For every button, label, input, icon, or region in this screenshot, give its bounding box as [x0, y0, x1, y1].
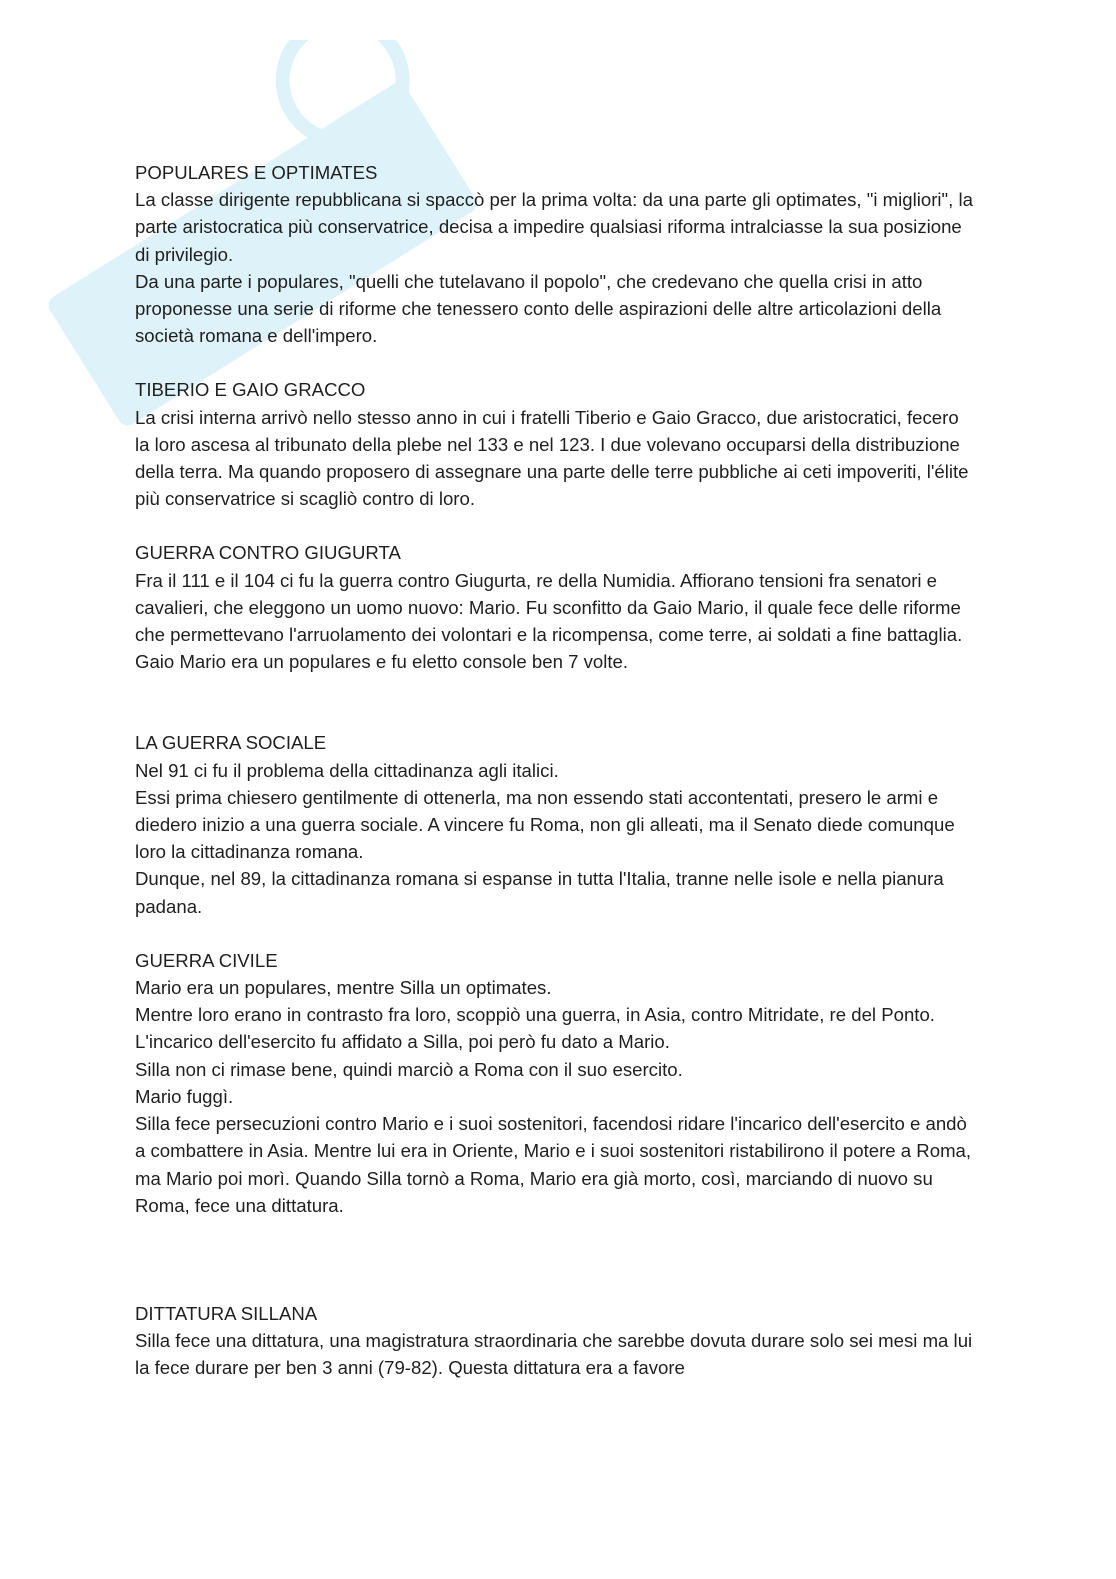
paragraph: Silla fece una dittatura, una magistratura straordinaria che sarebbe dovuta durare solo sei mesi ma lui la fece durare per ben 3 anni (79-82). Questa dittatura era a favore	[135, 1330, 973, 1379]
paragraph: L'incarico dell'esercito fu affidato a Silla, poi però fu dato a Mario.	[135, 1031, 670, 1053]
watermark-ring	[260, 40, 425, 163]
section-giugurta	[135, 539, 975, 675]
paragraph: La classe dirigente repubblicana si spaccò per la prima volta: da una parte gli optimates, "i migliori", la parte aristocratica più conservatrice, decisa a impedire qualsiasi riforma intralciasse la sua posizione di privilegio.	[135, 189, 973, 265]
paragraph: Da una parte i populares, "quelli che tutelavano il popolo", che credevano che quella crisi in atto proponesse una serie di riforme che tenessero conto delle aspirazioni delle altre articolazioni della società romana e dell'impero.	[135, 270, 942, 347]
paragraph: Nel 91 ci fu il problema della cittadinanza agli italici.	[135, 759, 559, 781]
paragraph: Mario era un populares, mentre Silla un optimates.	[135, 977, 552, 999]
section-heading: GUERRA CONTRO GIUGURTA	[135, 542, 401, 564]
section-guerra-civile	[135, 947, 975, 1219]
paragraph: Silla non ci rimase bene, quindi marciò a Roma con il suo esercito.	[135, 1058, 683, 1080]
section-guerra-sociale	[135, 729, 975, 919]
section-heading: POPULARES E OPTIMATES	[135, 162, 378, 183]
paragraph: Essi prima chiesero gentilmente di ottenerla, ma non essendo stati accontentati, presero le armi e diedero inizio a una guerra sociale. A vincere fu Roma, non gli alleati, ma il Senato diede comunque loro la cittadinanza romana.	[135, 786, 955, 863]
section-gracchi	[135, 376, 975, 512]
section-heading: LA GUERRA SOCIALE	[135, 732, 327, 754]
section-heading: GUERRA CIVILE	[135, 949, 278, 971]
section-populares-optimates	[135, 159, 975, 349]
paragraph: Mentre loro erano in contrasto fra loro, scoppiò una guerra, in Asia, contro Mitridate, re del Ponto.	[135, 1004, 935, 1026]
section-heading: TIBERIO E GAIO GRACCO	[135, 379, 366, 401]
section-heading: DITTATURA SILLANA	[135, 1302, 318, 1324]
document-page	[135, 159, 975, 1382]
paragraph: Silla fece persecuzioni contro Mario e i suoi sostenitori, facendosi ridare l'incarico dell'esercito e andò a combattere in Asia. Mentre lui era in Oriente, Mario e i suoi sostenitori ristabilirono il potere a Roma, ma Mario poi morì. Quando Silla tornò a Roma, Mario era già morto, così, marciando di nuovo su Roma, fece una dittatura.	[135, 1113, 972, 1216]
section-dittatura-sillana	[135, 1300, 975, 1382]
paragraph: La crisi interna arrivò nello stesso anno in cui i fratelli Tiberio e Gaio Gracco, due aristocratici, fecero la loro ascesa al tribunato della plebe nel 133 e nel 123. I due volevano occuparsi della distribuzione della terra. Ma quando proposero di assegnare una parte delle terre pubbliche ai ceti impoveriti, l'élite più conservatrice si scagliò contro di loro.	[135, 406, 969, 510]
paragraph: Mario fuggì.	[135, 1085, 234, 1107]
paragraph: Dunque, nel 89, la cittadinanza romana si espanse in tutta l'Italia, tranne nelle isole e nella pianura padana.	[135, 868, 944, 917]
paragraph: Fra il 111 e il 104 ci fu la guerra contro Giugurta, re della Numidia. Affiorano tensioni fra senatori e cavalieri, che eleggono un uomo nuovo: Mario. Fu sconfitto da Gaio Mario, il quale fece delle riforme che permettevano l'arruolamento dei volontari e la ricompensa, come terre, ai soldati a fine battaglia. Gaio Mario era un populares e fu eletto console ben 7 volte.	[135, 569, 963, 673]
